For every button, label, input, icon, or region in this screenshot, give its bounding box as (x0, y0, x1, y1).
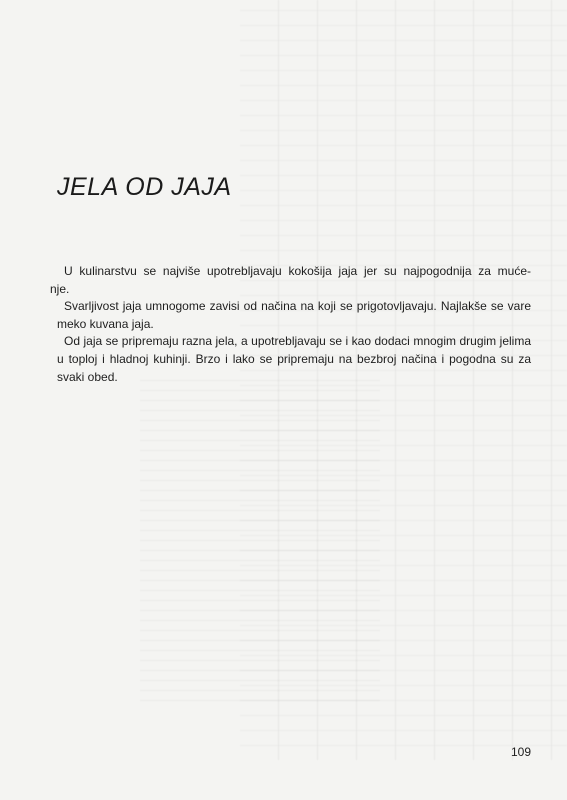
body-text (50, 263, 531, 386)
paragraph-1-line-2: nje. (50, 281, 70, 296)
paragraph-1 (50, 263, 531, 298)
page-number: 109 (511, 745, 532, 759)
paragraph-3: Od jaja se pripremaju razna jela, a upotrebljavaju se i kao dodaci mnogim drugim jelima u toploj i hladnoj kuhinji. Brzo i lako se pripremaju na bezbroj načina i pogodna su za svaki obed. (57, 334, 531, 384)
paragraph-1-line-1: U kulinarstvu se najviše upotrebljavaju kokošija jaja jer su najpogodnija za muće- (64, 264, 531, 278)
show-through-background-lower (140, 380, 380, 710)
chapter-title: JELA OD JAJA (57, 173, 232, 201)
paragraph-2: Svarljivost jaja umnogome zavisi od načina na koji se prigotovljavaju. Najlakše se vare meko kuvana jaja. (57, 299, 531, 331)
